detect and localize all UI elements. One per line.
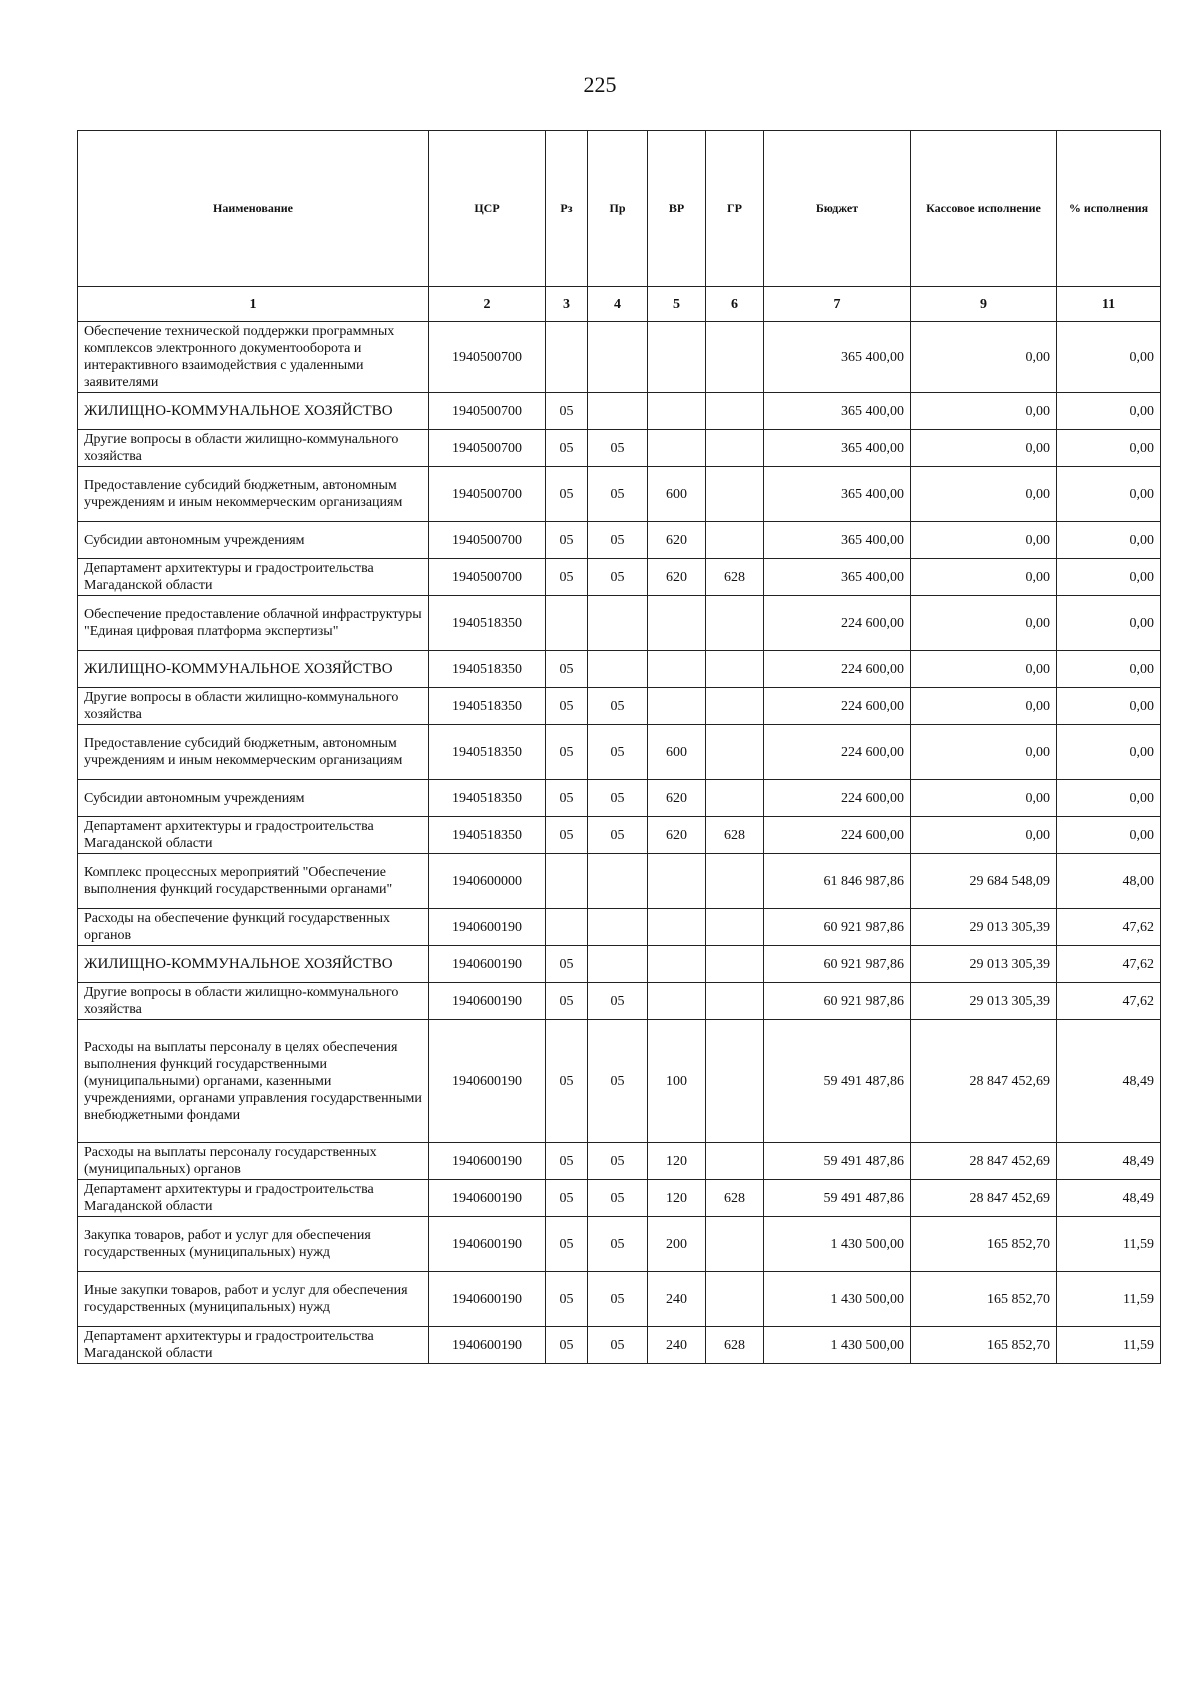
row-rz: 05 xyxy=(546,688,588,725)
row-name: Департамент архитектуры и градостроительства Магаданской области xyxy=(78,817,429,854)
row-budget: 60 921 987,86 xyxy=(764,983,911,1020)
row-cash: 0,00 xyxy=(911,559,1057,596)
row-budget: 365 400,00 xyxy=(764,322,911,393)
row-rz: 05 xyxy=(546,946,588,983)
budget-execution-table xyxy=(77,130,1161,1364)
row-csr: 1940600190 xyxy=(429,1272,546,1327)
row-vr: 240 xyxy=(648,1272,706,1327)
row-budget: 1 430 500,00 xyxy=(764,1327,911,1364)
table-row xyxy=(78,430,1161,467)
table-row xyxy=(78,983,1161,1020)
row-name: ЖИЛИЩНО-КОММУНАЛЬНОЕ ХОЗЯЙСТВО xyxy=(78,393,429,430)
column-number: 3 xyxy=(546,287,588,322)
row-budget: 61 846 987,86 xyxy=(764,854,911,909)
row-gr xyxy=(706,393,764,430)
row-csr: 1940518350 xyxy=(429,688,546,725)
row-pct: 0,00 xyxy=(1057,322,1161,393)
row-pct: 0,00 xyxy=(1057,596,1161,651)
row-name: Другие вопросы в области жилищно-коммунального хозяйства xyxy=(78,430,429,467)
row-pr: 05 xyxy=(588,522,648,559)
row-name: Субсидии автономным учреждениям xyxy=(78,780,429,817)
row-gr xyxy=(706,596,764,651)
row-csr: 1940600190 xyxy=(429,1143,546,1180)
row-gr xyxy=(706,522,764,559)
row-pct: 11,59 xyxy=(1057,1272,1161,1327)
row-pct: 48,00 xyxy=(1057,854,1161,909)
row-rz: 05 xyxy=(546,780,588,817)
row-name: ЖИЛИЩНО-КОММУНАЛЬНОЕ ХОЗЯЙСТВО xyxy=(78,651,429,688)
header-pr: Пр xyxy=(588,131,648,287)
row-csr: 1940500700 xyxy=(429,467,546,522)
row-budget: 365 400,00 xyxy=(764,559,911,596)
table-row xyxy=(78,559,1161,596)
header-vr: ВР xyxy=(648,131,706,287)
header-pct: % исполнения xyxy=(1057,131,1161,287)
row-csr: 1940600190 xyxy=(429,1327,546,1364)
row-cash: 28 847 452,69 xyxy=(911,1143,1057,1180)
row-vr xyxy=(648,651,706,688)
row-vr xyxy=(648,983,706,1020)
row-pr xyxy=(588,909,648,946)
row-csr: 1940500700 xyxy=(429,522,546,559)
row-name: ЖИЛИЩНО-КОММУНАЛЬНОЕ ХОЗЯЙСТВО xyxy=(78,946,429,983)
row-csr: 1940600190 xyxy=(429,1180,546,1217)
row-cash: 28 847 452,69 xyxy=(911,1180,1057,1217)
row-rz: 05 xyxy=(546,430,588,467)
table-row xyxy=(78,596,1161,651)
column-number: 6 xyxy=(706,287,764,322)
row-budget: 365 400,00 xyxy=(764,393,911,430)
row-budget: 365 400,00 xyxy=(764,522,911,559)
row-rz: 05 xyxy=(546,1180,588,1217)
row-gr xyxy=(706,780,764,817)
row-vr xyxy=(648,688,706,725)
row-pct: 0,00 xyxy=(1057,817,1161,854)
row-gr xyxy=(706,688,764,725)
row-budget: 60 921 987,86 xyxy=(764,909,911,946)
row-rz: 05 xyxy=(546,559,588,596)
row-vr xyxy=(648,909,706,946)
table-row xyxy=(78,1020,1161,1143)
row-pct: 0,00 xyxy=(1057,393,1161,430)
row-pr: 05 xyxy=(588,983,648,1020)
column-number: 5 xyxy=(648,287,706,322)
row-vr: 620 xyxy=(648,817,706,854)
row-cash: 0,00 xyxy=(911,522,1057,559)
column-number: 4 xyxy=(588,287,648,322)
row-cash: 0,00 xyxy=(911,467,1057,522)
page-number: 225 xyxy=(583,72,617,97)
row-cash: 165 852,70 xyxy=(911,1327,1057,1364)
row-pr: 05 xyxy=(588,1020,648,1143)
header-name: Наименование xyxy=(78,131,429,287)
row-name: Обеспечение технической поддержки программных комплексов электронного документооборота и интерактивного взаимодействия с удаленными заявителями xyxy=(78,322,429,393)
row-cash: 165 852,70 xyxy=(911,1272,1057,1327)
table-row xyxy=(78,467,1161,522)
row-gr xyxy=(706,1143,764,1180)
table-row xyxy=(78,688,1161,725)
row-name: Департамент архитектуры и градостроительства Магаданской области xyxy=(78,559,429,596)
row-budget: 59 491 487,86 xyxy=(764,1180,911,1217)
row-pr: 05 xyxy=(588,780,648,817)
row-pr: 05 xyxy=(588,688,648,725)
row-cash: 29 013 305,39 xyxy=(911,983,1057,1020)
row-vr: 600 xyxy=(648,467,706,522)
row-vr xyxy=(648,854,706,909)
row-gr xyxy=(706,651,764,688)
row-name: Субсидии автономным учреждениям xyxy=(78,522,429,559)
row-rz: 05 xyxy=(546,1272,588,1327)
header-rz: Рз xyxy=(546,131,588,287)
table-row xyxy=(78,322,1161,393)
row-vr: 240 xyxy=(648,1327,706,1364)
column-number: 2 xyxy=(429,287,546,322)
table-row xyxy=(78,909,1161,946)
row-cash: 0,00 xyxy=(911,780,1057,817)
row-rz: 05 xyxy=(546,817,588,854)
row-budget: 365 400,00 xyxy=(764,467,911,522)
row-pct: 47,62 xyxy=(1057,946,1161,983)
row-pr: 05 xyxy=(588,1180,648,1217)
row-csr: 1940600190 xyxy=(429,946,546,983)
row-name: Предоставление субсидий бюджетным, автономным учреждениям и иным некоммерческим организациям xyxy=(78,725,429,780)
row-pr: 05 xyxy=(588,559,648,596)
row-csr: 1940600190 xyxy=(429,1020,546,1143)
row-csr: 1940600190 xyxy=(429,983,546,1020)
table-row xyxy=(78,1180,1161,1217)
row-csr: 1940500700 xyxy=(429,393,546,430)
row-pct: 11,59 xyxy=(1057,1217,1161,1272)
row-pct: 0,00 xyxy=(1057,430,1161,467)
row-name: Обеспечение предоставление облачной инфраструктуры "Единая цифровая платформа экспертизы" xyxy=(78,596,429,651)
table-row xyxy=(78,1143,1161,1180)
row-name: Предоставление субсидий бюджетным, автономным учреждениям и иным некоммерческим организациям xyxy=(78,467,429,522)
row-vr: 120 xyxy=(648,1143,706,1180)
row-cash: 29 013 305,39 xyxy=(911,909,1057,946)
row-name: Расходы на обеспечение функций государственных органов xyxy=(78,909,429,946)
column-number: 9 xyxy=(911,287,1057,322)
row-pr xyxy=(588,393,648,430)
row-csr: 1940518350 xyxy=(429,596,546,651)
row-cash: 0,00 xyxy=(911,817,1057,854)
row-name: Закупка товаров, работ и услуг для обеспечения государственных (муниципальных) нужд xyxy=(78,1217,429,1272)
row-gr xyxy=(706,909,764,946)
row-budget: 224 600,00 xyxy=(764,780,911,817)
row-cash: 165 852,70 xyxy=(911,1217,1057,1272)
row-csr: 1940600190 xyxy=(429,909,546,946)
row-pct: 0,00 xyxy=(1057,467,1161,522)
column-number: 11 xyxy=(1057,287,1161,322)
row-pr: 05 xyxy=(588,430,648,467)
row-gr xyxy=(706,854,764,909)
row-vr xyxy=(648,596,706,651)
row-budget: 1 430 500,00 xyxy=(764,1272,911,1327)
row-pr xyxy=(588,322,648,393)
row-pct: 0,00 xyxy=(1057,725,1161,780)
row-pct: 47,62 xyxy=(1057,909,1161,946)
row-rz xyxy=(546,909,588,946)
row-rz xyxy=(546,596,588,651)
row-gr xyxy=(706,983,764,1020)
row-rz: 05 xyxy=(546,522,588,559)
row-rz: 05 xyxy=(546,725,588,780)
column-number: 1 xyxy=(78,287,429,322)
row-cash: 0,00 xyxy=(911,322,1057,393)
row-pr: 05 xyxy=(588,1327,648,1364)
table-row xyxy=(78,393,1161,430)
header-row xyxy=(78,131,1161,287)
row-budget: 1 430 500,00 xyxy=(764,1217,911,1272)
row-gr xyxy=(706,1272,764,1327)
row-csr: 1940500700 xyxy=(429,559,546,596)
row-vr: 600 xyxy=(648,725,706,780)
row-pr: 05 xyxy=(588,817,648,854)
row-rz: 05 xyxy=(546,983,588,1020)
table-row xyxy=(78,522,1161,559)
table-row xyxy=(78,651,1161,688)
row-pct: 48,49 xyxy=(1057,1180,1161,1217)
row-budget: 224 600,00 xyxy=(764,725,911,780)
row-pr xyxy=(588,596,648,651)
row-pct: 0,00 xyxy=(1057,522,1161,559)
row-vr xyxy=(648,430,706,467)
row-csr: 1940518350 xyxy=(429,651,546,688)
row-csr: 1940500700 xyxy=(429,430,546,467)
row-cash: 0,00 xyxy=(911,393,1057,430)
header-cash: Кассовое исполнение xyxy=(911,131,1057,287)
row-rz: 05 xyxy=(546,1143,588,1180)
row-gr: 628 xyxy=(706,1180,764,1217)
table-row xyxy=(78,1327,1161,1364)
row-budget: 224 600,00 xyxy=(764,688,911,725)
row-pct: 11,59 xyxy=(1057,1327,1161,1364)
row-gr xyxy=(706,467,764,522)
row-pr: 05 xyxy=(588,467,648,522)
row-rz: 05 xyxy=(546,467,588,522)
row-csr: 1940500700 xyxy=(429,322,546,393)
table-row xyxy=(78,854,1161,909)
row-cash: 0,00 xyxy=(911,651,1057,688)
row-pr: 05 xyxy=(588,725,648,780)
row-cash: 0,00 xyxy=(911,430,1057,467)
row-csr: 1940518350 xyxy=(429,780,546,817)
row-vr: 100 xyxy=(648,1020,706,1143)
row-gr xyxy=(706,430,764,467)
row-budget: 224 600,00 xyxy=(764,596,911,651)
table-row xyxy=(78,1272,1161,1327)
row-vr xyxy=(648,393,706,430)
row-name: Расходы на выплаты персоналу в целях обеспечения выполнения функций государственными (муниципальными) органами, казенными учреждениями, органами управления государственными внебюджетными фондами xyxy=(78,1020,429,1143)
row-pr xyxy=(588,946,648,983)
column-number-row xyxy=(78,287,1161,322)
row-rz: 05 xyxy=(546,1020,588,1143)
row-name: Иные закупки товаров, работ и услуг для обеспечения государственных (муниципальных) нужд xyxy=(78,1272,429,1327)
row-pr: 05 xyxy=(588,1143,648,1180)
header-budget: Бюджет xyxy=(764,131,911,287)
row-gr xyxy=(706,725,764,780)
row-cash: 0,00 xyxy=(911,725,1057,780)
row-name: Департамент архитектуры и градостроительства Магаданской области xyxy=(78,1180,429,1217)
row-name: Департамент архитектуры и градостроительства Магаданской области xyxy=(78,1327,429,1364)
row-rz: 05 xyxy=(546,1217,588,1272)
row-rz xyxy=(546,322,588,393)
row-budget: 59 491 487,86 xyxy=(764,1020,911,1143)
table-row xyxy=(78,725,1161,780)
row-name: Другие вопросы в области жилищно-коммунального хозяйства xyxy=(78,983,429,1020)
row-gr xyxy=(706,322,764,393)
row-cash: 0,00 xyxy=(911,688,1057,725)
row-pct: 0,00 xyxy=(1057,559,1161,596)
row-pct: 48,49 xyxy=(1057,1143,1161,1180)
row-vr xyxy=(648,946,706,983)
column-number: 7 xyxy=(764,287,911,322)
row-rz: 05 xyxy=(546,651,588,688)
row-budget: 224 600,00 xyxy=(764,817,911,854)
row-name: Другие вопросы в области жилищно-коммунального хозяйства xyxy=(78,688,429,725)
row-vr: 620 xyxy=(648,522,706,559)
header-csr: ЦСР xyxy=(429,131,546,287)
row-pct: 47,62 xyxy=(1057,983,1161,1020)
row-name: Расходы на выплаты персоналу государственных (муниципальных) органов xyxy=(78,1143,429,1180)
row-pr xyxy=(588,854,648,909)
row-pct: 48,49 xyxy=(1057,1020,1161,1143)
row-vr: 120 xyxy=(648,1180,706,1217)
row-pr: 05 xyxy=(588,1217,648,1272)
row-csr: 1940518350 xyxy=(429,725,546,780)
row-gr: 628 xyxy=(706,817,764,854)
row-rz xyxy=(546,854,588,909)
row-budget: 365 400,00 xyxy=(764,430,911,467)
row-vr: 620 xyxy=(648,559,706,596)
row-gr xyxy=(706,1217,764,1272)
row-csr: 1940600190 xyxy=(429,1217,546,1272)
row-pct: 0,00 xyxy=(1057,651,1161,688)
row-budget: 59 491 487,86 xyxy=(764,1143,911,1180)
row-csr: 1940600000 xyxy=(429,854,546,909)
row-budget: 224 600,00 xyxy=(764,651,911,688)
row-pr: 05 xyxy=(588,1272,648,1327)
row-gr: 628 xyxy=(706,559,764,596)
row-gr: 628 xyxy=(706,1327,764,1364)
table-row xyxy=(78,780,1161,817)
row-pct: 0,00 xyxy=(1057,780,1161,817)
header-gr: ГР xyxy=(706,131,764,287)
row-pct: 0,00 xyxy=(1057,688,1161,725)
row-cash: 29 684 548,09 xyxy=(911,854,1057,909)
row-rz: 05 xyxy=(546,393,588,430)
row-cash: 0,00 xyxy=(911,596,1057,651)
row-vr xyxy=(648,322,706,393)
table-row xyxy=(78,1217,1161,1272)
row-gr xyxy=(706,1020,764,1143)
row-cash: 29 013 305,39 xyxy=(911,946,1057,983)
row-cash: 28 847 452,69 xyxy=(911,1020,1057,1143)
row-csr: 1940518350 xyxy=(429,817,546,854)
row-gr xyxy=(706,946,764,983)
row-pr xyxy=(588,651,648,688)
row-name: Комплекс процессных мероприятий "Обеспечение выполнения функций государственными органами" xyxy=(78,854,429,909)
row-vr: 620 xyxy=(648,780,706,817)
row-rz: 05 xyxy=(546,1327,588,1364)
row-budget: 60 921 987,86 xyxy=(764,946,911,983)
table-row xyxy=(78,817,1161,854)
row-vr: 200 xyxy=(648,1217,706,1272)
table-row xyxy=(78,946,1161,983)
